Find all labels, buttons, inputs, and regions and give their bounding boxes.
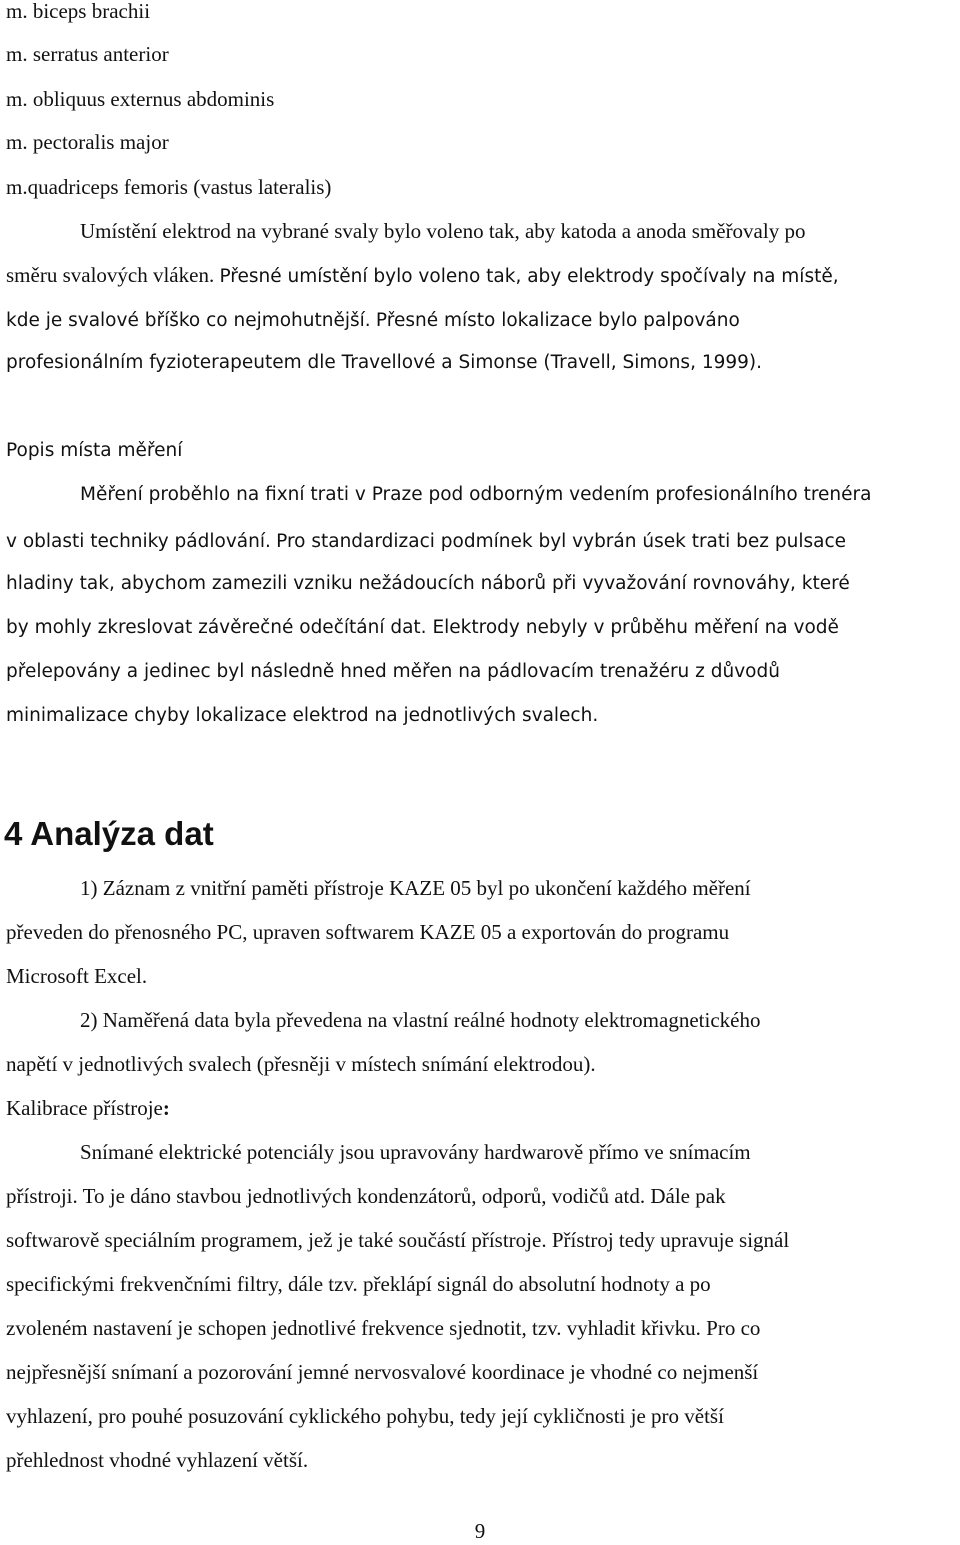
paragraph-line: softwarově speciálním programem, jež je také součástí přístroje. Přístroj tedy upravuje signál	[6, 1228, 790, 1252]
paragraph-line: napětí v jednotlivých svalech (přesněji v místech snímání elektrodou).	[6, 1052, 596, 1076]
paragraph-line: hladiny tak, abychom zamezili vzniku nežádoucích náborů při vyvažování rovnováhy, které	[6, 573, 850, 594]
paragraph-line: v oblasti techniky pádlování. Pro standardizaci podmínek byl vybrán úsek trati bez pulsace	[6, 531, 847, 552]
paragraph-line: přehlednost vhodné vyhlazení větší.	[6, 1448, 309, 1472]
paragraph-line: specifickými frekvenčními filtry, dále tzv. překlápí signál do absolutní hodnoty a po	[6, 1272, 711, 1296]
paragraph-line: minimalizace chyby lokalizace elektrod na jednotlivých svalech.	[6, 705, 599, 726]
calibration-label: Kalibrace přístroje:	[6, 1096, 170, 1120]
paragraph-line: Měření proběhlo na fixní trati v Praze pod odborným vedením profesionálního trenéra	[80, 484, 872, 505]
paragraph-line: Microsoft Excel.	[6, 964, 148, 988]
section-heading: 4 Analýza dat	[4, 815, 214, 852]
section-title: Popis místa měření	[6, 440, 183, 461]
list-item: m. biceps brachii	[6, 0, 151, 23]
paragraph-line: Umístění elektrod na vybrané svaly bylo voleno tak, aby katoda a anoda směřovaly po	[80, 219, 806, 243]
paragraph-line: 2) Naměřená data byla převedena na vlastní reálné hodnoty elektromagnetického	[80, 1008, 761, 1032]
paragraph-line: přístroji. To je dáno stavbou jednotlivých kondenzátorů, odporů, vodičů atd. Dále pak	[6, 1184, 726, 1208]
list-item: m. serratus anterior	[6, 42, 169, 66]
paragraph-line: profesionálním fyzioterapeutem dle Travellové a Simonse (Travell, Simons, 1999).	[6, 352, 763, 373]
paragraph-line: zvoleném nastavení je schopen jednotlivé frekvence sjednotit, tzv. vyhladit křivku. Pro co	[6, 1316, 761, 1340]
page-number: 9	[474, 1519, 486, 1543]
list-item: m. obliquus externus abdominis	[6, 87, 275, 111]
paragraph-line: přelepovány a jedinec byl následně hned měřen na pádlovacím trenažéru z důvodů	[6, 661, 780, 682]
paragraph-line: 1) Záznam z vnitřní paměti přístroje KAZE 05 byl po ukončení každého měření	[80, 876, 751, 900]
paragraph-line: vyhlazení, pro pouhé posuzování cyklického pohybu, tedy její cykličnosti je pro větší	[6, 1404, 724, 1428]
paragraph-line: by mohly zkreslovat závěrečné odečítání dat. Elektrody nebyly v průběhu měření na vodě	[6, 617, 839, 638]
paragraph-line: převeden do přenosného PC, upraven softwarem KAZE 05 a exportován do programu	[6, 920, 730, 944]
list-item: m. pectoralis major	[6, 130, 169, 154]
paragraph-line: nejpřesnější snímaní a pozorování jemné nervosvalové koordinace je vhodné co nejmenší	[6, 1360, 759, 1384]
paragraph-line: kde je svalové bříško co nejmohutnější. Přesné místo lokalizace bylo palpováno	[6, 310, 740, 331]
list-item: m.quadriceps femoris (vastus lateralis)	[6, 175, 332, 199]
paragraph-line: Snímané elektrické potenciály jsou upravovány hardwarově přímo ve snímacím	[80, 1140, 751, 1164]
paragraph-line: směru svalových vláken. Přesné umístění bylo voleno tak, aby elektrody spočívaly na místě,	[6, 263, 839, 287]
